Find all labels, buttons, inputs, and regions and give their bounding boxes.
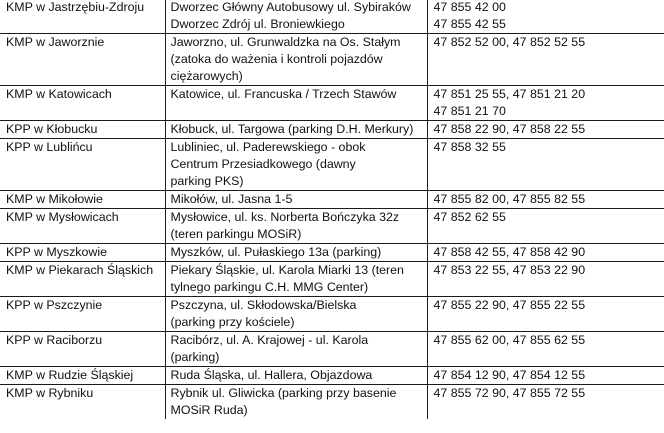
phones-cell [427, 244, 664, 262]
phone-line: 47 852 52 00, 47 852 52 55 [433, 35, 586, 49]
unit-cell: KMP w Piekarach Śląskich [0, 262, 165, 297]
phone-line: 47 851 25 55, 47 851 21 20 [433, 87, 586, 101]
location-cell [165, 0, 427, 34]
location-line: Rybnik ul. Gliwicka (parking przy basenie [170, 386, 397, 400]
phone-line: 47 858 32 55 [433, 140, 506, 154]
location-line: Pszczyna, ul. Skłodowska/Bielska [170, 298, 357, 312]
phone-line: 47 851 21 70 [433, 104, 506, 118]
location-cell [165, 297, 427, 332]
phone-line: 47 858 22 90, 47 858 22 55 [433, 122, 586, 136]
unit-cell: KMP w Mikołowie [0, 191, 165, 209]
location-cell [165, 385, 427, 420]
location-cell [165, 262, 427, 297]
phones-cell [427, 191, 664, 209]
phone-line: 47 855 82 00, 47 855 82 55 [433, 192, 586, 206]
location-cell [165, 139, 427, 191]
table-row [0, 86, 664, 121]
location-line: parking PKS) [170, 174, 244, 188]
table-row [0, 385, 664, 420]
phones-cell [427, 262, 664, 297]
unit-cell: KMP w Rudzie Śląskiej [0, 367, 165, 385]
location-cell [165, 244, 427, 262]
unit-cell: KPP w Myszkowie [0, 244, 165, 262]
unit-cell: KMP w Jastrzębiu-Zdroju [0, 0, 165, 34]
location-line: ciężarowych) [170, 69, 243, 83]
location-cell [165, 121, 427, 139]
table-row [0, 262, 664, 297]
unit-cell: KPP w Raciborzu [0, 332, 165, 367]
location-cell [165, 209, 427, 244]
location-line: Mysłowice, ul. ks. Norberta Bończyka 32z [170, 210, 400, 224]
table-row [0, 121, 664, 139]
unit-cell: KMP w Mysłowicach [0, 209, 165, 244]
location-line: Ruda Śląska, ul. Hallera, Objazdowa [170, 368, 373, 382]
phones-cell [427, 34, 664, 86]
location-line: Katowice, ul. Francuska / Trzech Stawów [170, 87, 397, 101]
location-line: (parking) [170, 350, 220, 364]
location-cell [165, 191, 427, 209]
unit-cell: KPP w Kłobucku [0, 121, 165, 139]
location-cell [165, 34, 427, 86]
location-line: Piekary Śląskie, ul. Karola Miarki 13 (teren [170, 263, 404, 277]
location-line: tylnego parkingu C.H. MMG Center) [170, 280, 369, 294]
table-row [0, 367, 664, 385]
phone-line: 47 852 62 55 [433, 210, 506, 224]
location-line: MOSiR Ruda) [170, 403, 248, 417]
location-line: Jaworzno, ul. Grunwaldzka na Os. Stałym [170, 35, 401, 49]
table-row [0, 191, 664, 209]
table-row [0, 209, 664, 244]
unit-cell: KMP w Rybniku [0, 385, 165, 420]
location-line: Mikołów, ul. Jasna 1-5 [170, 192, 293, 206]
phones-cell [427, 332, 664, 367]
location-cell [165, 86, 427, 121]
table-row [0, 297, 664, 332]
phones-cell [427, 209, 664, 244]
phones-cell [427, 297, 664, 332]
location-cell [165, 332, 427, 367]
table-row [0, 332, 664, 367]
phone-line: 47 854 12 90, 47 854 12 55 [433, 368, 586, 382]
phones-cell [427, 367, 664, 385]
phones-cell [427, 121, 664, 139]
phone-line: 47 855 62 00, 47 855 62 55 [433, 333, 586, 347]
unit-cell: KMP w Katowicach [0, 86, 165, 121]
location-line: Dworzec Zdrój ul. Broniewkiego [170, 17, 345, 31]
location-line: (zatoka do ważenia i kontroli pojazdów [170, 52, 383, 66]
phones-cell [427, 139, 664, 191]
phones-cell [427, 385, 664, 420]
unit-cell: KMP w Jaworznie [0, 34, 165, 86]
location-line: Lubliniec, ul. Paderewskiego - obok [170, 140, 366, 154]
location-line: (teren parkingu MOSiR) [170, 227, 302, 241]
location-cell [165, 367, 427, 385]
phone-line: 47 855 42 55 [433, 17, 506, 31]
phone-line: 47 855 42 00 [433, 0, 506, 14]
location-line: Centrum Przesiadkowego (dawny [170, 157, 356, 171]
phone-line: 47 858 42 55, 47 858 42 90 [433, 245, 586, 259]
table-row [0, 244, 664, 262]
table-row [0, 0, 664, 34]
phones-cell [427, 0, 664, 34]
table-row [0, 139, 664, 191]
location-line: Dworzec Główny Autobusowy ul. Sybiraków [170, 0, 411, 14]
unit-cell: KPP w Lublińcu [0, 139, 165, 191]
location-line: Myszków, ul. Pułaskiego 13a (parking) [170, 245, 382, 259]
location-line: Racibórz, ul. A. Krajowej - ul. Karola [170, 333, 369, 347]
phone-line: 47 853 22 55, 47 853 22 90 [433, 263, 586, 277]
location-line: (parking przy kościele) [170, 315, 295, 329]
phone-line: 47 855 22 90, 47 855 22 55 [433, 298, 586, 312]
location-line: Kłobuck, ul. Targowa (parking D.H. Merkury) [170, 122, 414, 136]
unit-cell: KPP w Pszczynie [0, 297, 165, 332]
phone-line: 47 855 72 90, 47 855 72 55 [433, 386, 586, 400]
table-row [0, 34, 664, 86]
phones-cell [427, 86, 664, 121]
